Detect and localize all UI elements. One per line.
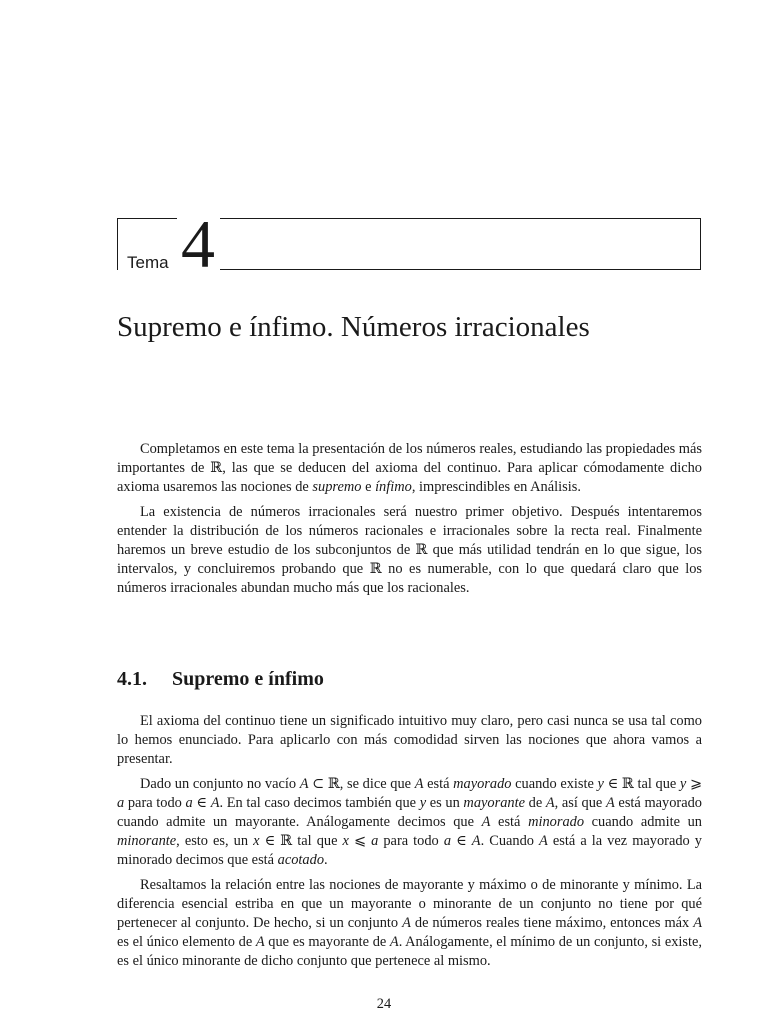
section-paragraph-3: Resaltamos la relación entre las nociones de mayorante y máximo o de minorante y mínimo. La diferencia esencial estriba en que un mayorante o minorante de un conjunto no tiene por qué pertenecer al conjunto. De hecho, si un conjunto A de números reales tiene máximo, entonces máx A es el único elemento de A que es mayorante de A. Análogamente, el mínimo de un conjunto, si existe, es el único minorante de dicho conjunto que pertenece al mismo. — [117, 877, 703, 969]
chapter-number: 4 — [181, 206, 215, 282]
section-body — [117, 712, 702, 977]
chapter-header — [117, 206, 701, 282]
section-paragraph-2: Dado un conjunto no vacío A ⊂ ℝ, se dice que A está mayorado cuando existe y ∈ ℝ tal que y ⩾ a para todo a ∈ A. En tal caso decimos también que y es un mayorante de A, así que A está mayorado cuando admite un mayorante. Análogamente decimos que A está minorado cuando admite un minorante, esto es, un x ∈ ℝ tal que x ⩽ a para todo a ∈ A. Cuando A está a la vez mayorado y minorado decimos que está acotado. — [117, 776, 703, 868]
chapter-label: Tema — [127, 253, 169, 272]
section-paragraph-1: El axioma del continuo tiene un significado intuitivo muy claro, pero casi nunca se usa tal como lo hemos enunciado. Para aplicarlo con más comodidad sirven las nociones que ahora vamos a presentar. — [117, 713, 702, 767]
page-number: 24 — [376, 996, 392, 1012]
section-heading — [117, 667, 324, 691]
chapter-title: Supremo e ínfimo. Números irracionales — [117, 311, 590, 343]
intro-paragraph-2: La existencia de números irracionales será nuestro primer objetivo. Después intentaremos entender la distribución de los números racionales e irracionales sobre la recta real. Finalmente haremos un breve estudio de los subconjuntos de ℝ que más utilidad tendrán en lo que sigue, los intervalos, y concluiremos probando que ℝ no es numerable, con lo que quedará claro que los números irracionales abundan mucho más que los racionales. — [117, 504, 702, 596]
section-title: Supremo e ínfimo — [172, 668, 324, 690]
chapter-frame-right — [220, 218, 701, 270]
section-number: 4.1. — [117, 668, 147, 690]
intro-text — [117, 440, 702, 604]
intro-paragraph-1: Completamos en este tema la presentación de los números reales, estudiando las propiedades más importantes de ℝ, las que se deducen del axioma del continuo. Para aplicar cómodamente dicho axioma usaremos las nociones de supremo e ínfimo, imprescindibles en Análisis. — [117, 441, 702, 495]
